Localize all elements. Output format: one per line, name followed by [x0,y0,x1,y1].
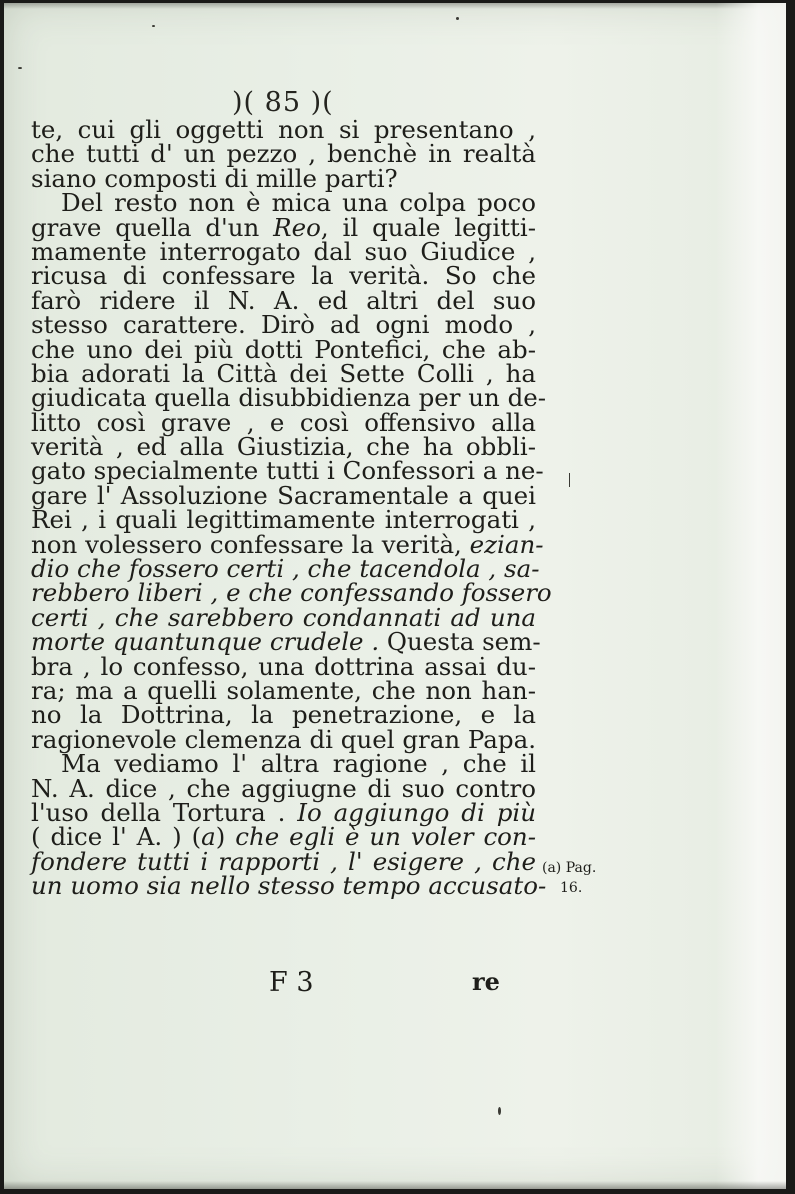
text-segment: a [201,822,216,852]
text-segment: dio che fossero certi , che tacendola , sa- [31,554,540,584]
text-segment: che uno dei più dotti Pontefici, che ab- [31,334,536,364]
text-segment: un uomo sia nello stesso tempo accusato- [31,871,547,901]
text-segment: ( dice l' A. ) ( [31,822,202,852]
text-segment: no la Dottrina, la penetrazione, e la [31,700,536,730]
catchword: re [472,967,500,996]
text-segment: Reo [273,212,321,242]
text-segment: Del resto non è mica una colpa poco [61,188,536,218]
text-segment: verità , ed alla Giustizia, che ha obbli- [31,432,536,462]
text-segment: Questa sem- [386,627,541,657]
text-segment: Ma vediamo l' altra ragione , che il [61,749,536,779]
text-segment: gare l' Assoluzione Sacramentale a quei [31,480,536,510]
margin-note-page: 16. [560,880,583,896]
text-segment: mamente interrogato dal suo Giudice , [31,236,536,266]
paper-speck [498,1107,501,1115]
text-segment: N. A. dice , che aggiugne di suo contro [31,773,536,803]
text-segment: , il quale legitti- [320,212,537,242]
text-segment: ) [215,822,236,852]
margin-note-ref: (a) Pag. [542,860,597,876]
text-segment: certi , che sarebbero condannati ad una [31,602,536,632]
page-fold-highlight [716,3,786,1189]
text-segment: l'uso della Tortura . [31,797,298,827]
text-segment: ra; ma a quelli solamente, che non han- [31,675,536,705]
text-segment: rebbero liberi , e che confessando fossero [31,578,552,608]
text-segment: Rei , i quali legittimamente interrogati , [31,505,536,535]
text-segment: ragionevole clemenza di quel gran Papa. [31,724,536,754]
text-segment: te, cui gli oggetti non si presentano , [31,115,536,144]
text-segment: farò ridere il N. A. ed altri del suo [31,285,536,315]
scan-bottom-edge [4,1181,786,1189]
signature-mark: F 3 [269,967,314,998]
text-segment: stesso carattere. Dirò ad ogni modo , [31,310,536,340]
text-segment: bra , lo confesso, una dottrina assai du- [31,651,536,681]
text-segment: ricusa di confessare la verità. So che [31,261,536,291]
paper-speck [456,17,459,20]
text-segment: morte quantunque crudele . [31,627,387,657]
paper-speck [18,67,22,69]
book-page [4,3,786,1189]
text-segment: giudicata quella disubbidienza per un de- [31,383,547,413]
paper-speck [152,25,155,27]
text-segment: siano composti di mille parti? [31,163,398,193]
text-segment: Io aggiungo di più [297,797,536,827]
scan-top-edge [4,3,786,9]
text-segment: ezian- [469,529,544,559]
margin-note [542,858,612,898]
paper-speck [569,473,570,487]
text-segment: fondere tutti i rapporti , l' esigere , che [31,846,536,876]
text-segment: che egli è un voler con- [235,822,536,852]
text-segment: non volessero confessare la verità, [31,529,470,559]
text-segment: litto così grave , e così offensivo alla [31,407,536,437]
text-segment: grave quella d'un [31,212,274,242]
text-segment: che tutti d' un pezzo , benchè in realtà [31,139,536,169]
text-segment: gato specialmente tutti i Confessori a ne- [31,456,544,486]
body-text [31,115,552,901]
running-head: )( 85 )( [232,87,334,118]
text-segment: bia adorati la Città dei Sette Colli , ha [31,358,536,388]
text-line [31,871,547,901]
